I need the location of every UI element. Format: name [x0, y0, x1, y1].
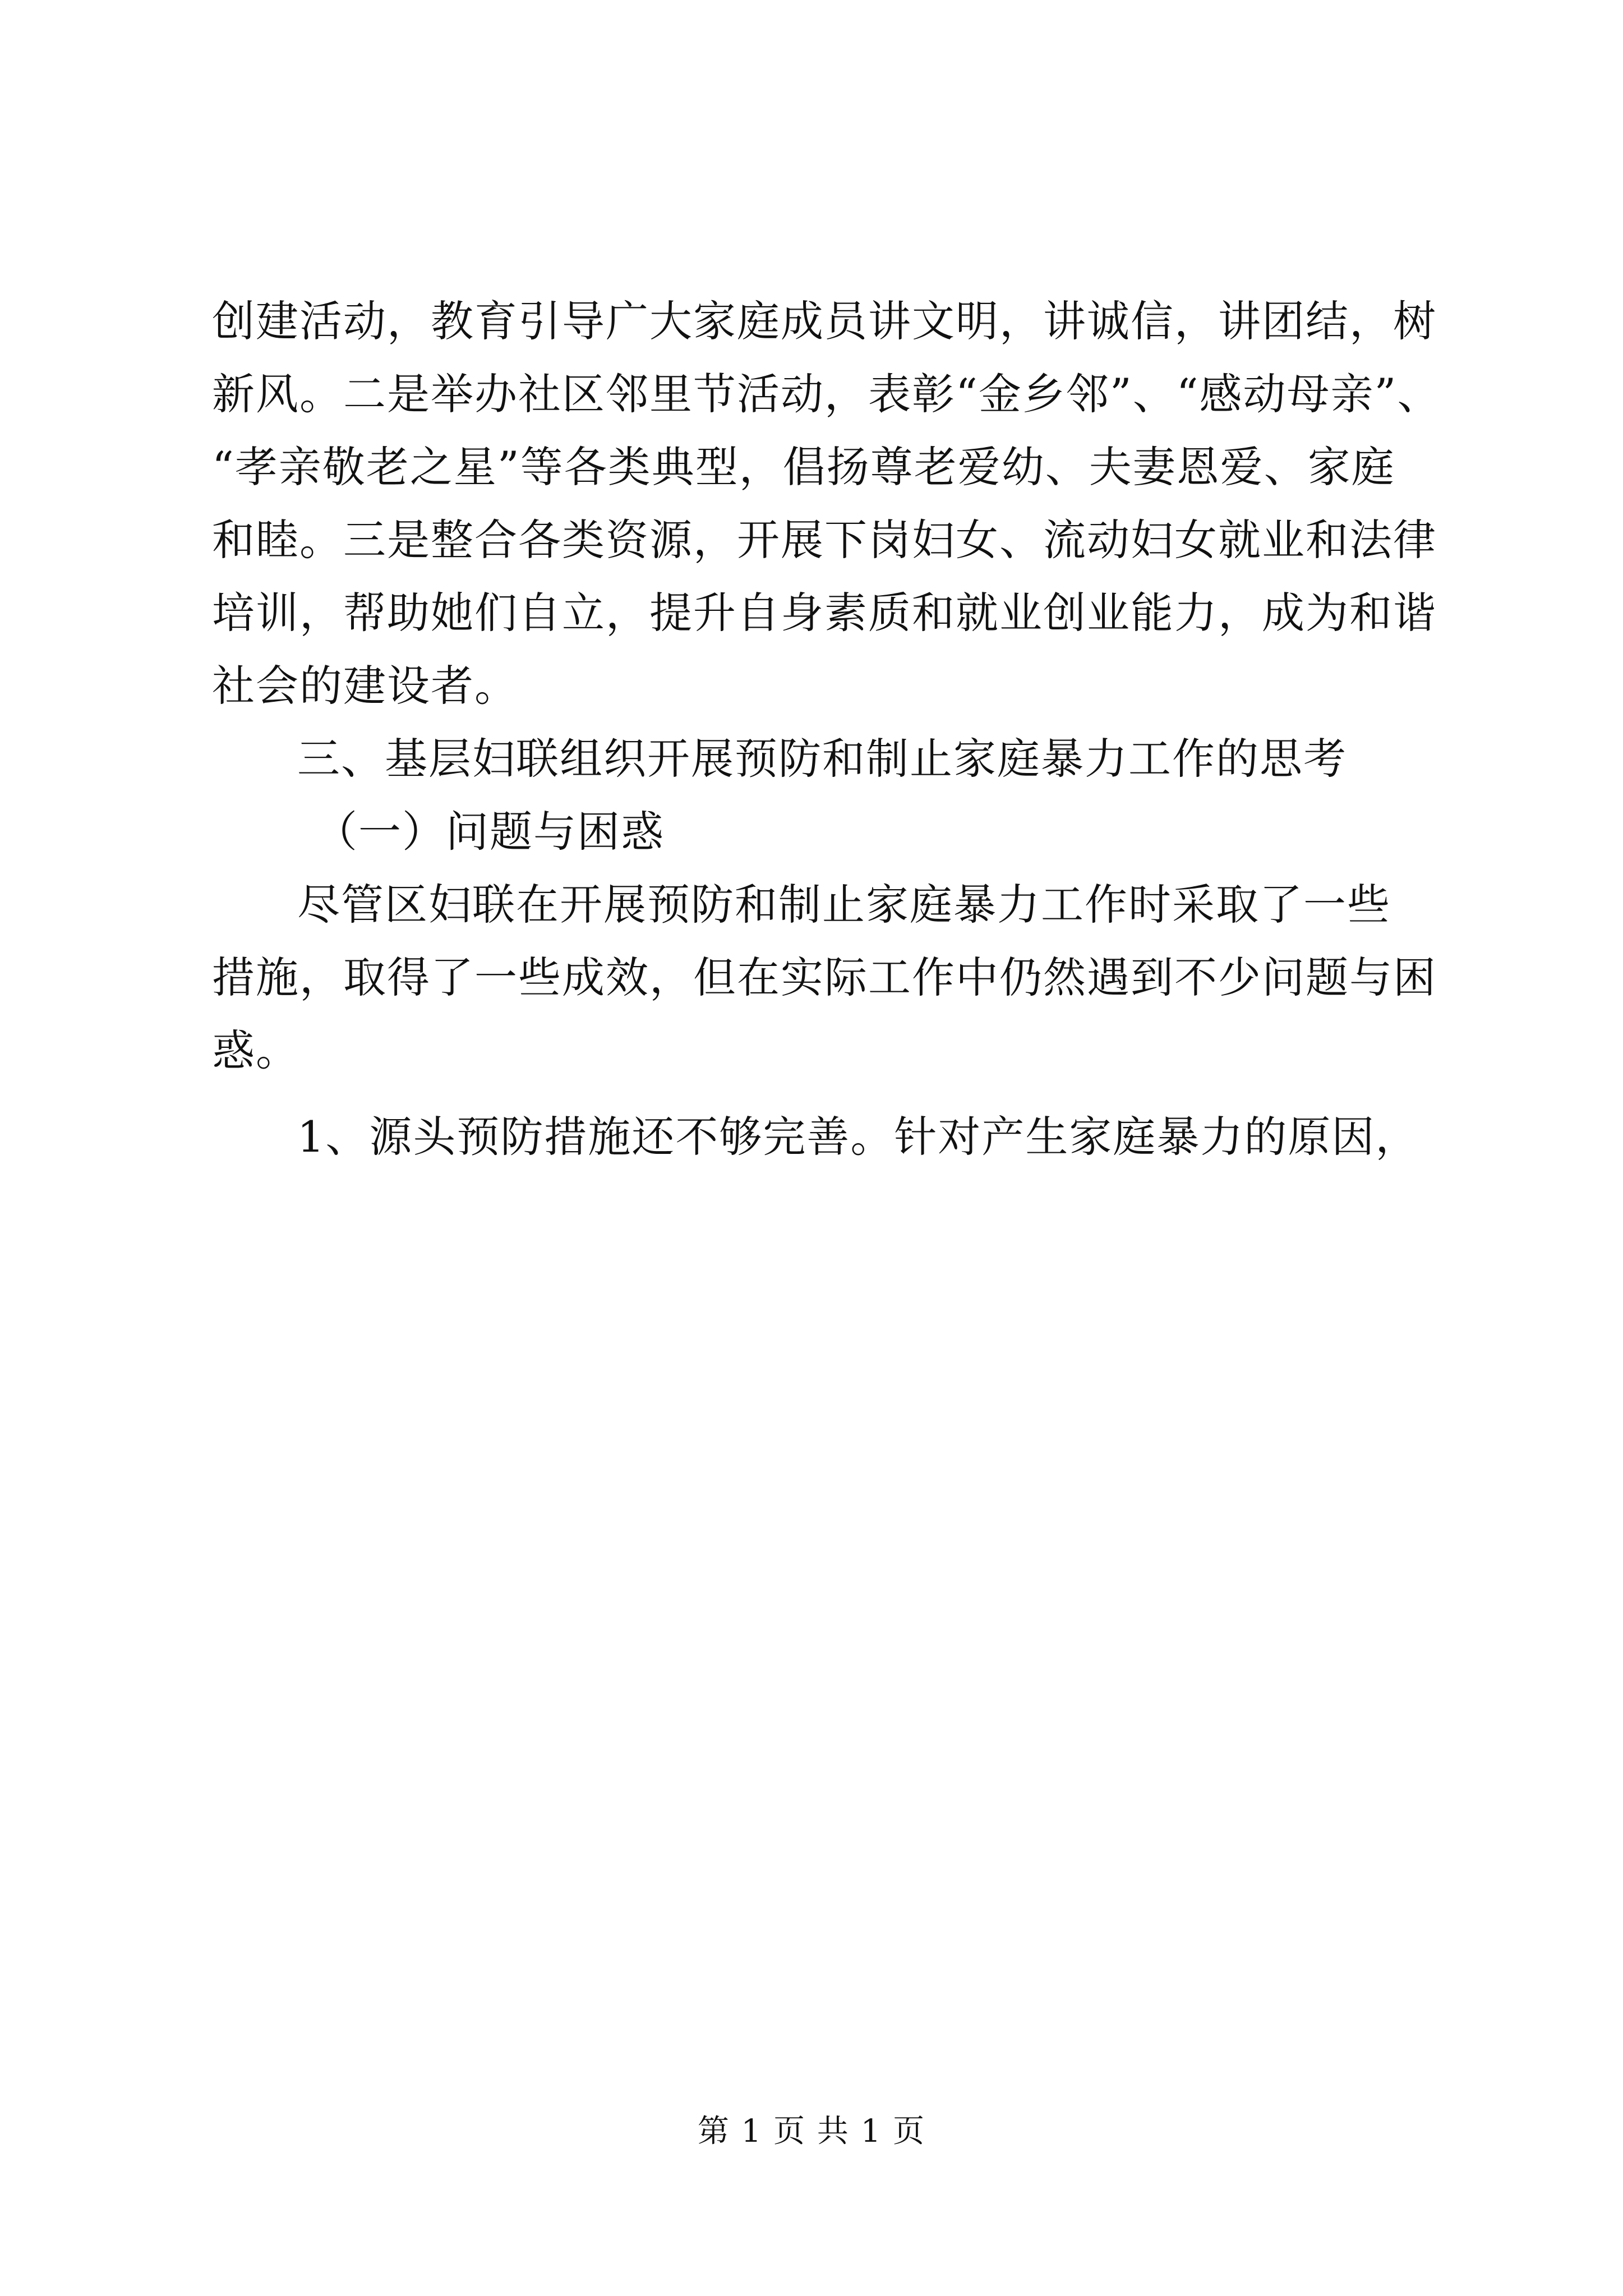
- paragraph-line-5: 培训，帮助她们自立，提升自身素质和就业创业能力，成为和谐: [212, 588, 1437, 638]
- subsection-heading: （一）问题与困惑: [315, 807, 665, 857]
- document-body: [212, 285, 1474, 1174]
- paragraph-line-9: 惑。: [212, 1025, 299, 1075]
- paragraph-line-10: 1、源头预防措施还不够完善。针对产生家庭暴力的原因，: [297, 1112, 1419, 1162]
- paragraph-line-1: 创建活动，教育引导广大家庭成员讲文明，讲诚信，讲团结，树: [212, 296, 1437, 346]
- paragraph-line-7: 尽管区妇联在开展预防和制止家庭暴力工作时采取了一些: [297, 880, 1391, 930]
- paragraph-line-4: 和睦。三是整合各类资源，开展下岗妇女、流动妇女就业和法律: [212, 515, 1437, 565]
- paragraph-line-3: “孝亲敬老之星”等各类典型，倡扬尊老爱幼、夫妻恩爱、家庭: [212, 442, 1395, 492]
- page-footer: 第 1 页 共 1 页: [697, 2113, 926, 2150]
- paragraph-line-8: 措施，取得了一些成效，但在实际工作中仍然遇到不少问题与困: [212, 953, 1437, 1002]
- section-heading: 三、基层妇联组织开展预防和制止家庭暴力工作的思考: [297, 734, 1347, 784]
- paragraph-line-2: 新风。二是举办社区邻里节活动，表彰“金乡邻”、“感动母亲”、: [212, 369, 1441, 419]
- paragraph-line-6: 社会的建设者。: [212, 661, 518, 711]
